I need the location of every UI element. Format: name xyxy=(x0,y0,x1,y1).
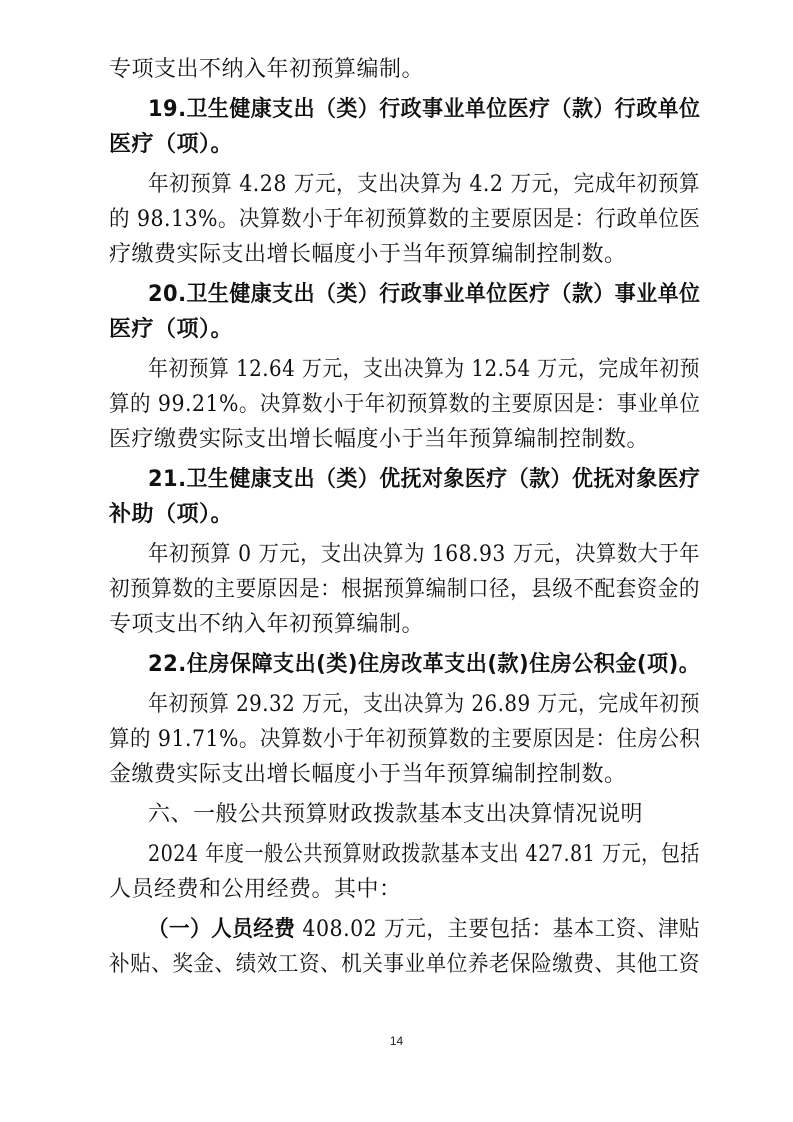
item-heading-21: 21.卫生健康支出（类）优抚对象医疗（款）优抚对象医疗 xyxy=(148,467,701,492)
paragraph-line: 专项支出不纳入年初预算编制。 xyxy=(109,612,425,637)
personnel-expense-detail: 408.02 万元，主要包括：基本工资、津贴 xyxy=(295,917,700,942)
paragraph-line: 年初预算 4.28 万元，支出决算为 4.2 万元，完成年初预算 xyxy=(148,172,700,197)
paragraph-line: 算的 99.21%。决算数小于年初预算数的主要原因是：事业单位 xyxy=(109,392,701,417)
paragraph-line: 疗缴费实际支出增长幅度小于当年预算编制控制数。 xyxy=(109,242,627,267)
paragraph-line-personnel xyxy=(148,915,700,945)
page-number: 14 xyxy=(389,1034,404,1048)
item-heading-22: 22.住房保障支出(类)住房改革支出(款)住房公积金(项)。 xyxy=(148,652,701,677)
item-heading-20: 20.卫生健康支出（类）行政事业单位医疗（款）事业单位 xyxy=(148,282,701,307)
item-heading-20-cont: 医疗（项）。 xyxy=(109,317,234,342)
personnel-expense-label: （一）人员经费 xyxy=(148,917,296,942)
paragraph-line: 年初预算 29.32 万元，支出决算为 26.89 万元，完成年初预 xyxy=(148,692,700,717)
paragraph-line: 初预算数的主要原因是：根据预算编制口径，县级不配套资金的 xyxy=(109,577,701,602)
paragraph-line: 年初预算 0 万元，支出决算为 168.93 万元，决算数大于年 xyxy=(148,542,700,567)
paragraph-line: 的 98.13%。决算数小于年初预算数的主要原因是：行政单位医 xyxy=(109,207,701,232)
item-heading-19: 19.卫生健康支出（类）行政事业单位医疗（款）行政单位 xyxy=(148,97,701,122)
section-title-six: 六、一般公共预算财政拨款基本支出决算情况说明 xyxy=(148,802,644,827)
paragraph-line: 人员经费和公用经费。其中： xyxy=(109,877,402,902)
paragraph-line: 算的 91.71%。决算数小于年初预算数的主要原因是：住房公积 xyxy=(109,727,701,752)
paragraph-line: 专项支出不纳入年初预算编制。 xyxy=(109,57,425,82)
paragraph-line: 补贴、奖金、绩效工资、机关事业单位养老保险缴费、其他工资 xyxy=(109,952,701,977)
paragraph-line: 年初预算 12.64 万元，支出决算为 12.54 万元，完成年初预 xyxy=(148,357,700,382)
paragraph-line: 2024 年度一般公共预算财政拨款基本支出 427.81 万元，包括 xyxy=(148,842,700,867)
paragraph-line: 医疗缴费实际支出增长幅度小于当年预算编制控制数。 xyxy=(109,427,650,452)
item-heading-19-cont: 医疗（项）。 xyxy=(109,132,234,157)
item-heading-21-cont: 补助（项）。 xyxy=(109,502,234,527)
paragraph-line: 金缴费实际支出增长幅度小于当年预算编制控制数。 xyxy=(109,762,627,787)
